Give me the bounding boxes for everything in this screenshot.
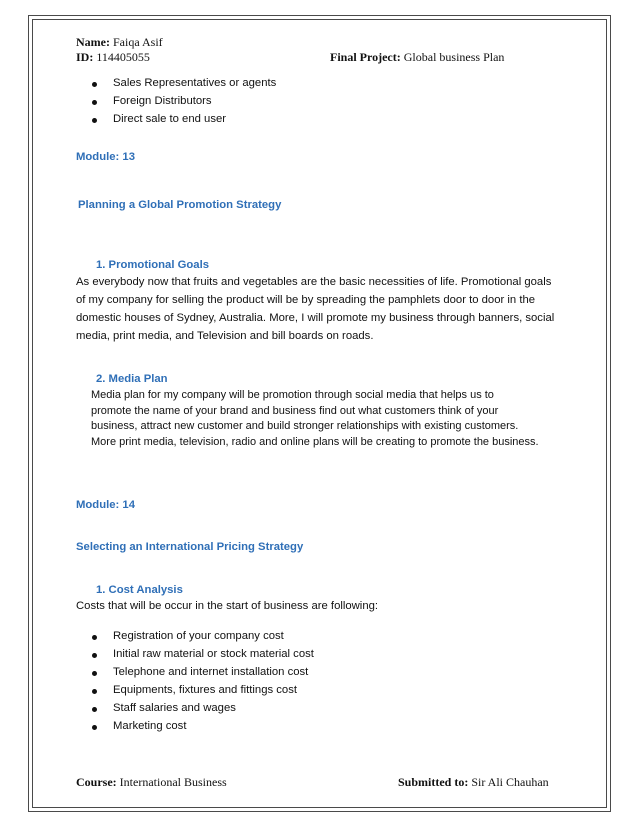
name-value: Faiqa Asif: [112, 35, 163, 49]
bullet-icon: [92, 689, 97, 694]
project-label: Final Project:: [330, 50, 401, 64]
id-label: ID:: [76, 50, 94, 64]
bullet-icon: [92, 635, 97, 640]
name-label: Name:: [76, 35, 110, 49]
module-13-heading: Module: 13: [76, 151, 135, 163]
submitted-label: Submitted to:: [398, 775, 469, 789]
submitted-line: [398, 775, 549, 790]
id-value: 114405055: [96, 50, 150, 64]
name-line: [76, 35, 163, 50]
cost-analysis-heading: 1. Cost Analysis: [96, 584, 183, 596]
promotional-goals-heading: 1. Promotional Goals: [96, 259, 209, 271]
module-14-subheading: Selecting an International Pricing Strategy: [76, 541, 304, 553]
bullet-icon: [92, 707, 97, 712]
cost-analysis-intro: Costs that will be occur in the start of business are following:: [76, 600, 379, 612]
project-line: [330, 50, 504, 65]
module-14-heading: Module: 14: [76, 499, 135, 511]
id-line: [76, 50, 150, 65]
bullet-icon: [92, 82, 97, 87]
course-label: Course:: [76, 775, 117, 789]
module-13-subheading: Planning a Global Promotion Strategy: [78, 199, 282, 211]
bullet-icon: [92, 725, 97, 730]
bullet-icon: [92, 100, 97, 105]
course-line: [76, 775, 227, 790]
bullet-icon: [92, 118, 97, 123]
submitted-value: Sir Ali Chauhan: [471, 775, 549, 789]
course-value: International Business: [119, 775, 227, 789]
media-plan-heading: 2. Media Plan: [96, 373, 168, 385]
bullet-icon: [92, 653, 97, 658]
bullet-icon: [92, 671, 97, 676]
project-value: Global business Plan: [403, 50, 505, 64]
